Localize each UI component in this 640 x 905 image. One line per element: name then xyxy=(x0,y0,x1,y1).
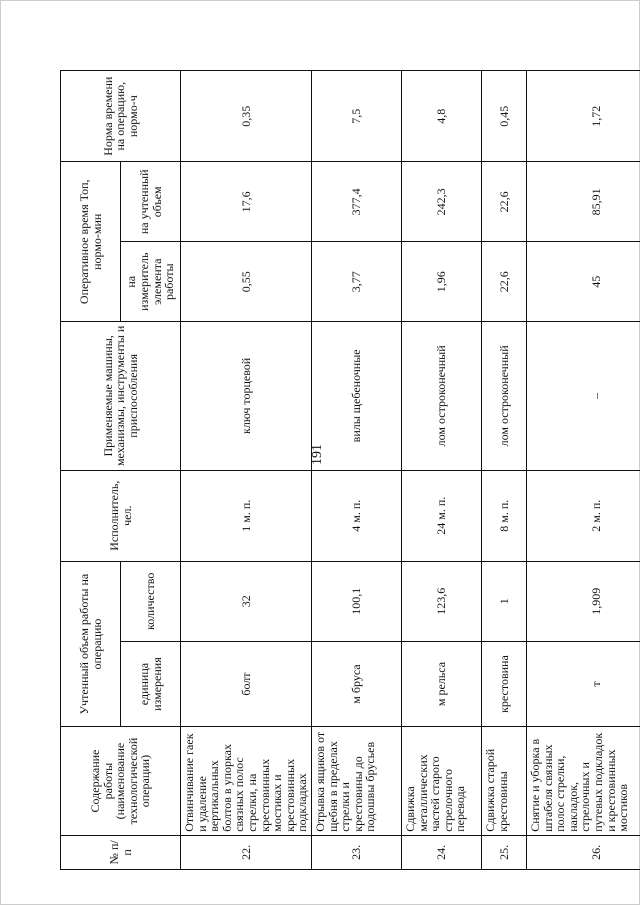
cell-num: 24. xyxy=(401,835,481,869)
header-executor: Исполнитель, чел. xyxy=(61,470,181,561)
cell-machines: – xyxy=(526,322,640,470)
table-row xyxy=(401,71,481,870)
cell-per-volume: 17,6 xyxy=(181,162,312,242)
table-row xyxy=(181,71,312,870)
cell-qty: 123,6 xyxy=(401,561,481,641)
cell-machines: ключ торцевой xyxy=(181,322,312,470)
header-num: № п/п xyxy=(61,835,181,869)
cell-per-meter: 3,77 xyxy=(311,242,401,322)
rotated-table-container xyxy=(60,70,631,870)
cell-executor: 4 м. п. xyxy=(311,470,401,561)
cell-per-volume: 22,6 xyxy=(481,162,526,242)
cell-content: Сдвижка металлических частей старого стрелочного перевода xyxy=(401,727,481,835)
cell-per-volume: 377,4 xyxy=(311,162,401,242)
cell-unit: болт xyxy=(181,641,312,727)
header-per-meter: на измеритель элемента работы xyxy=(121,242,181,322)
cell-qty: 32 xyxy=(181,561,312,641)
cell-content: Снятие и уборка в штабеля связных полос стрелки, накладок, стрелочных и путевых подкладок и крестовинных мостиков xyxy=(526,727,640,835)
cell-content: Отрывка ящиков от щебня в пределах стрелки и крестовины до подошвы брусьев xyxy=(311,727,401,835)
header-per-volume: на учтенный объем xyxy=(121,162,181,242)
cell-norm: 1,72 xyxy=(526,71,640,162)
cell-norm: 4,8 xyxy=(401,71,481,162)
header-machines: Применяемые машины, механизмы, инструменты и приспособления xyxy=(61,322,181,470)
cell-unit: м рельса xyxy=(401,641,481,727)
cell-unit: т xyxy=(526,641,640,727)
cell-machines: лом остроконечный xyxy=(401,322,481,470)
cell-norm: 0,45 xyxy=(481,71,526,162)
cell-unit: крестовина xyxy=(481,641,526,727)
cell-per-meter: 45 xyxy=(526,242,640,322)
cell-machines: вилы щебеночные xyxy=(311,322,401,470)
cell-content: Сдвижка старой крестовины xyxy=(481,727,526,835)
header-unit: единица измерения xyxy=(121,641,181,727)
header-qty: количество xyxy=(121,561,181,641)
cell-unit: м бруса xyxy=(311,641,401,727)
cell-qty: 1,909 xyxy=(526,561,640,641)
cell-per-meter: 22,6 xyxy=(481,242,526,322)
cell-executor: 1 м. п. xyxy=(181,470,312,561)
cell-executor: 24 м. п. xyxy=(401,470,481,561)
cell-per-volume: 242,3 xyxy=(401,162,481,242)
cell-num: 22. xyxy=(181,835,312,869)
table-row xyxy=(526,71,640,870)
header-optime: Оперативное время Топ, нормо-мин xyxy=(61,162,121,322)
table-row xyxy=(311,71,401,870)
cell-executor: 2 м. п. xyxy=(526,470,640,561)
cell-content: Отвинчивание гаек и удаление вертикальных болтов в упорках связных полос стрелки, на крестовинных мостиках и крестовинных подкладках xyxy=(181,727,312,835)
cell-per-meter: 1,96 xyxy=(401,242,481,322)
table-row xyxy=(481,71,526,870)
cell-qty: 1 xyxy=(481,561,526,641)
cell-num: 26. xyxy=(526,835,640,869)
norms-table xyxy=(60,70,640,870)
cell-num: 23. xyxy=(311,835,401,869)
cell-qty: 100,1 xyxy=(311,561,401,641)
header-content: Содержание работы (наименование технологической операции) xyxy=(61,727,181,835)
cell-executor: 8 м. п. xyxy=(481,470,526,561)
cell-num: 25. xyxy=(481,835,526,869)
cell-machines: лом остроконечный xyxy=(481,322,526,470)
table-body xyxy=(181,71,640,870)
cell-per-volume: 85,91 xyxy=(526,162,640,242)
cell-per-meter: 0,55 xyxy=(181,242,312,322)
page-number: 191 xyxy=(310,444,325,465)
cell-norm: 7,5 xyxy=(311,71,401,162)
header-norm: Норма времени на операцию, нормо-ч xyxy=(61,71,181,162)
cell-norm: 0,35 xyxy=(181,71,312,162)
header-volume: Учтенный объем работы на операцию xyxy=(61,561,121,727)
